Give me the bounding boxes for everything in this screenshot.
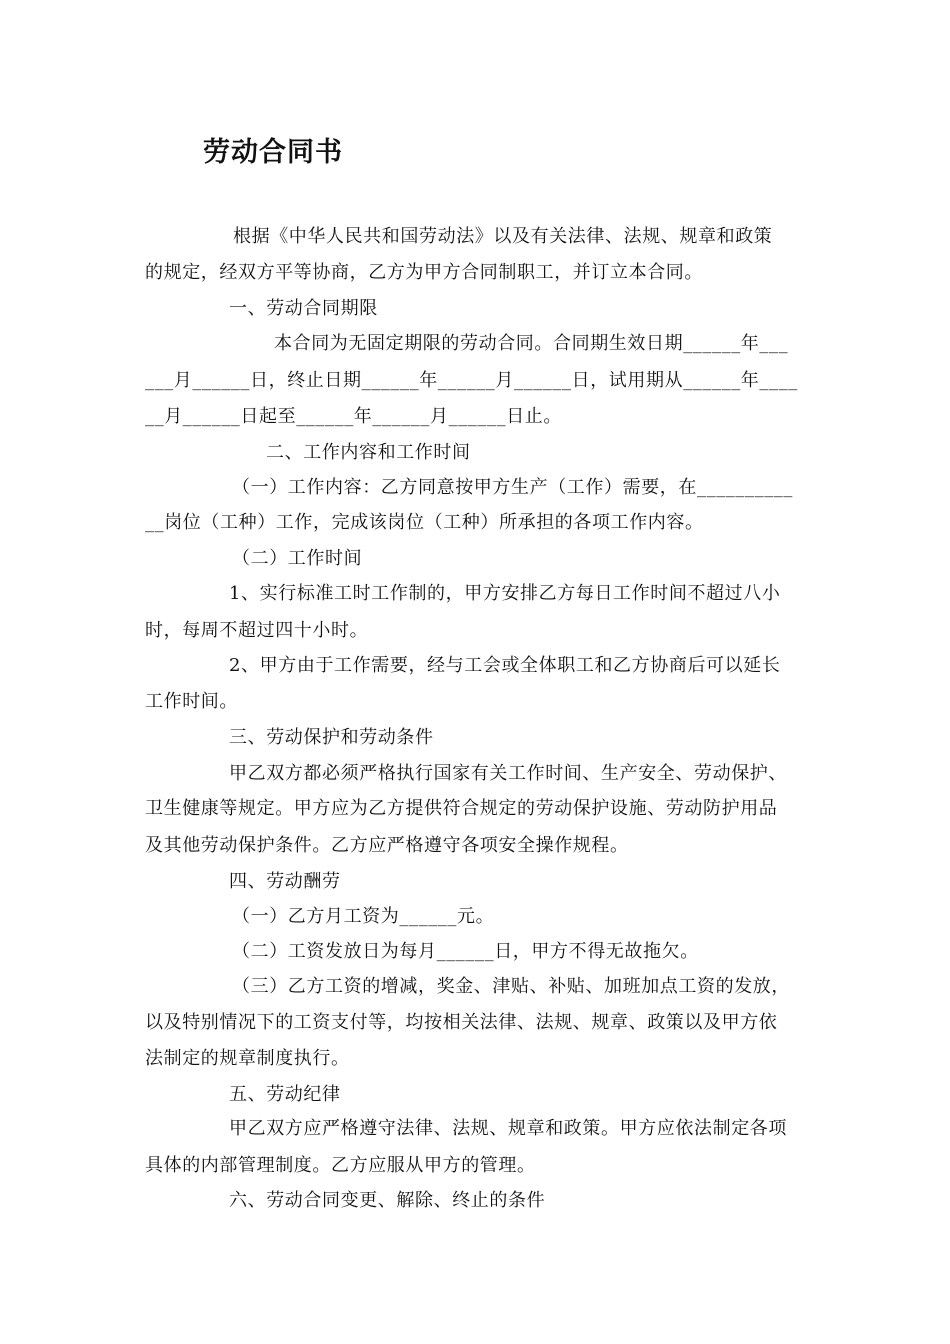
section-heading: 三、劳动保护和劳动条件 bbox=[229, 727, 434, 748]
paragraph-line: 1、实行标准工时工作制的，甲方安排乙方每日工作时间不超过八小 bbox=[229, 583, 781, 604]
section-heading: 六、劳动合同变更、解除、终止的条件 bbox=[229, 1190, 546, 1211]
paragraph-line: （一）工作内容：乙方同意按甲方生产（工作）需要，在__________ bbox=[232, 477, 793, 498]
paragraph-line: 工作时间。 bbox=[145, 691, 238, 712]
paragraph-line: 时，每周不超过四十小时。 bbox=[145, 620, 369, 641]
paragraph-line: 甲乙双方应严格遵守法律、法规、规章和政策。甲方应依法制定各项 bbox=[229, 1118, 787, 1139]
paragraph-line: 以及特别情况下的工资支付等，均按相关法律、法规、规章、政策以及甲方依 bbox=[145, 1012, 778, 1033]
paragraph-line: 法制定的规章制度执行。 bbox=[145, 1048, 350, 1069]
subsection-heading: （二）工作时间 bbox=[232, 548, 363, 569]
section-heading: 一、劳动合同期限 bbox=[229, 298, 378, 319]
paragraph-line: （一）乙方月工资为______元。 bbox=[232, 906, 495, 927]
paragraph-line: 卫生健康等规定。甲方应为乙方提供符合规定的劳动保护设施、劳动防护用品 bbox=[145, 798, 778, 819]
paragraph-line: 的规定，经双方平等协商，乙方为甲方合同制职工，并订立本合同。 bbox=[145, 262, 703, 283]
paragraph-line: 根据《中华人民共和国劳动法》以及有关法律、法规、规章和政策 bbox=[233, 226, 773, 247]
paragraph-line: （三）乙方工资的增减，奖金、津贴、补贴、加班加点工资的发放， bbox=[232, 976, 790, 997]
paragraph-line: ___月______日，终止日期______年______月______日，试用期从______年____ bbox=[145, 370, 798, 391]
paragraph-line: 及其他劳动保护条件。乙方应严格遵守各项安全操作规程。 bbox=[145, 835, 629, 856]
section-heading: 五、劳动纪律 bbox=[229, 1084, 341, 1105]
paragraph-line: 甲乙双方都必须严格执行国家有关工作时间、生产安全、劳动保护、 bbox=[229, 763, 787, 784]
paragraph-line: 具体的内部管理制度。乙方应服从甲方的管理。 bbox=[145, 1155, 536, 1176]
document-title: 劳动合同书 bbox=[203, 137, 343, 168]
paragraph-line: 2、甲方由于工作需要，经与工会或全体职工和乙方协商后可以延长 bbox=[229, 655, 781, 676]
section-heading: 四、劳动酬劳 bbox=[229, 871, 341, 892]
paragraph-line: 本合同为无固定期限的劳动合同。合同期生效日期______年___ bbox=[274, 333, 789, 354]
paragraph-line: __月______日起至______年______月______日止。 bbox=[145, 406, 562, 427]
paragraph-line: （二）工资发放日为每月______日，甲方不得无故拖欠。 bbox=[232, 941, 699, 962]
section-heading: 二、工作内容和工作时间 bbox=[266, 442, 471, 463]
paragraph-line: __岗位（工种）工作，完成该岗位（工种）所承担的各项工作内容。 bbox=[145, 512, 704, 533]
